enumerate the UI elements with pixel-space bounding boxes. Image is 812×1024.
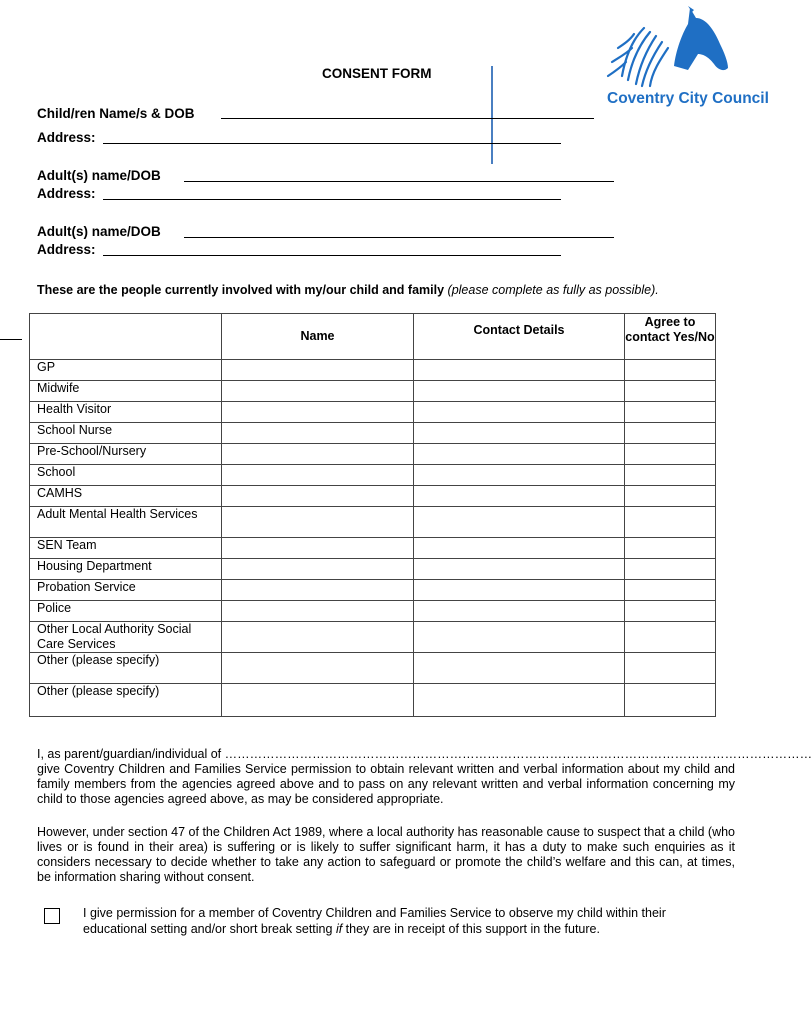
contact-cell[interactable] — [414, 538, 625, 559]
header-name: Name — [222, 314, 414, 360]
table-row — [30, 507, 716, 538]
address-3-label: Address: — [37, 242, 96, 257]
row-label: Pre-School/Nursery — [30, 444, 222, 465]
contact-cell[interactable] — [414, 486, 625, 507]
name-cell[interactable] — [222, 684, 414, 717]
contact-cell[interactable] — [414, 507, 625, 538]
row-label: Other (please specify) — [30, 684, 222, 717]
contact-cell[interactable] — [414, 402, 625, 423]
address-1-line[interactable] — [103, 143, 561, 144]
address-2-line[interactable] — [103, 199, 561, 200]
agree-cell[interactable] — [625, 601, 716, 622]
row-label: Probation Service — [30, 580, 222, 601]
table-row — [30, 444, 716, 465]
table-row — [30, 601, 716, 622]
adult-2-label: Adult(s) name/DOB — [37, 224, 161, 239]
consent-text: give Coventry Children and Families Service permission to obtain relevant written and verbal information about my child and family members from the agencies agreed above and to pass on any relevant written and verbal information concerning my child to those agencies agreed above, as may be considered appropriate. — [37, 762, 735, 806]
permission-text — [83, 905, 723, 937]
table-row — [30, 622, 716, 653]
row-label: Adult Mental Health Services — [30, 507, 222, 538]
contact-cell[interactable] — [414, 580, 625, 601]
adult-2-line[interactable] — [184, 237, 614, 238]
table-row — [30, 538, 716, 559]
table-header-row — [30, 314, 716, 360]
name-cell[interactable] — [222, 601, 414, 622]
agree-cell[interactable] — [625, 465, 716, 486]
children-label: Child/ren Name/s & DOB — [37, 106, 195, 121]
logo-text: Coventry City Council — [607, 90, 769, 107]
agree-cell[interactable] — [625, 402, 716, 423]
agree-cell[interactable] — [625, 381, 716, 402]
contact-cell[interactable] — [414, 381, 625, 402]
contact-cell[interactable] — [414, 360, 625, 381]
horse-logo-icon — [604, 4, 769, 108]
section-47-paragraph: However, under section 47 of the Children Act 1989, where a local authority has reasonable cause to suspect that a child (who lives or is found in their area) is suffering or is likely to suffer significant harm, it has a duty to make such enquiries as it considers necessary to decide whether to take any action to safeguard or promote the child’s welfare and this can, at times, be information sharing without consent. — [37, 825, 735, 884]
table-row — [30, 360, 716, 381]
agree-cell[interactable] — [625, 559, 716, 580]
table-row — [30, 402, 716, 423]
name-cell[interactable] — [222, 423, 414, 444]
row-label: Other Local Authority Social Care Services — [30, 622, 222, 653]
table-row — [30, 465, 716, 486]
name-cell[interactable] — [222, 381, 414, 402]
children-line[interactable] — [221, 118, 594, 119]
row-label: Health Visitor — [30, 402, 222, 423]
row-label: Midwife — [30, 381, 222, 402]
agree-cell[interactable] — [625, 653, 716, 684]
address-1-label: Address: — [37, 130, 96, 145]
row-label: CAMHS — [30, 486, 222, 507]
name-cell[interactable] — [222, 360, 414, 381]
table-row — [30, 653, 716, 684]
margin-mark — [0, 339, 22, 340]
name-cell[interactable] — [222, 486, 414, 507]
agree-cell[interactable] — [625, 580, 716, 601]
table-row — [30, 423, 716, 444]
blue-rule — [491, 66, 493, 164]
permission-text-a: I give permission for a member of Coventry Children and Families Service to observe my child within their educational setting and/or short break setting — [83, 906, 666, 936]
row-label: Other (please specify) — [30, 653, 222, 684]
contact-cell[interactable] — [414, 684, 625, 717]
name-cell[interactable] — [222, 538, 414, 559]
permission-text-b: they are in receipt of this support in the future. — [342, 922, 600, 936]
table-row — [30, 684, 716, 717]
agree-cell[interactable] — [625, 538, 716, 559]
header-service — [30, 314, 222, 360]
name-cell[interactable] — [222, 622, 414, 653]
agree-cell[interactable] — [625, 360, 716, 381]
header-agree: Agree to contact Yes/No — [625, 314, 716, 360]
table-row — [30, 580, 716, 601]
address-2-label: Address: — [37, 186, 96, 201]
contact-cell[interactable] — [414, 653, 625, 684]
intro-italic: (please complete as fully as possible). — [447, 283, 659, 297]
adult-1-label: Adult(s) name/DOB — [37, 168, 161, 183]
coventry-city-council-logo — [604, 4, 769, 108]
agree-cell[interactable] — [625, 684, 716, 717]
name-cell[interactable] — [222, 559, 414, 580]
contact-cell[interactable] — [414, 559, 625, 580]
permission-checkbox[interactable] — [44, 908, 60, 924]
page-title: CONSENT FORM — [322, 66, 432, 81]
agree-cell[interactable] — [625, 622, 716, 653]
contact-cell[interactable] — [414, 444, 625, 465]
row-label: School Nurse — [30, 423, 222, 444]
name-cell[interactable] — [222, 507, 414, 538]
table-row — [30, 486, 716, 507]
contact-cell[interactable] — [414, 465, 625, 486]
consent-paragraph — [37, 747, 812, 807]
row-label: Housing Department — [30, 559, 222, 580]
guardian-line: I, as parent/guardian/individual of …………………………………………………………………………………………………………………………… — [37, 747, 812, 761]
header-contact-details: Contact Details — [414, 314, 625, 360]
table-intro — [37, 283, 727, 298]
row-label: GP — [30, 360, 222, 381]
agree-cell[interactable] — [625, 423, 716, 444]
agree-cell[interactable] — [625, 486, 716, 507]
agree-cell[interactable] — [625, 507, 716, 538]
table-row — [30, 381, 716, 402]
name-cell[interactable] — [222, 580, 414, 601]
name-cell[interactable] — [222, 653, 414, 684]
name-cell[interactable] — [222, 402, 414, 423]
table-row — [30, 559, 716, 580]
row-label: School — [30, 465, 222, 486]
row-label: Police — [30, 601, 222, 622]
contact-cell[interactable] — [414, 423, 625, 444]
address-3-line[interactable] — [103, 255, 561, 256]
agree-cell[interactable] — [625, 444, 716, 465]
adult-1-line[interactable] — [184, 181, 614, 182]
contact-cell[interactable] — [414, 622, 625, 653]
contacts-table — [29, 313, 716, 717]
intro-bold: These are the people currently involved with my/our child and family — [37, 283, 445, 297]
permission-if: if — [335, 922, 343, 936]
row-label: SEN Team — [30, 538, 222, 559]
contact-cell[interactable] — [414, 601, 625, 622]
name-cell[interactable] — [222, 465, 414, 486]
name-cell[interactable] — [222, 444, 414, 465]
